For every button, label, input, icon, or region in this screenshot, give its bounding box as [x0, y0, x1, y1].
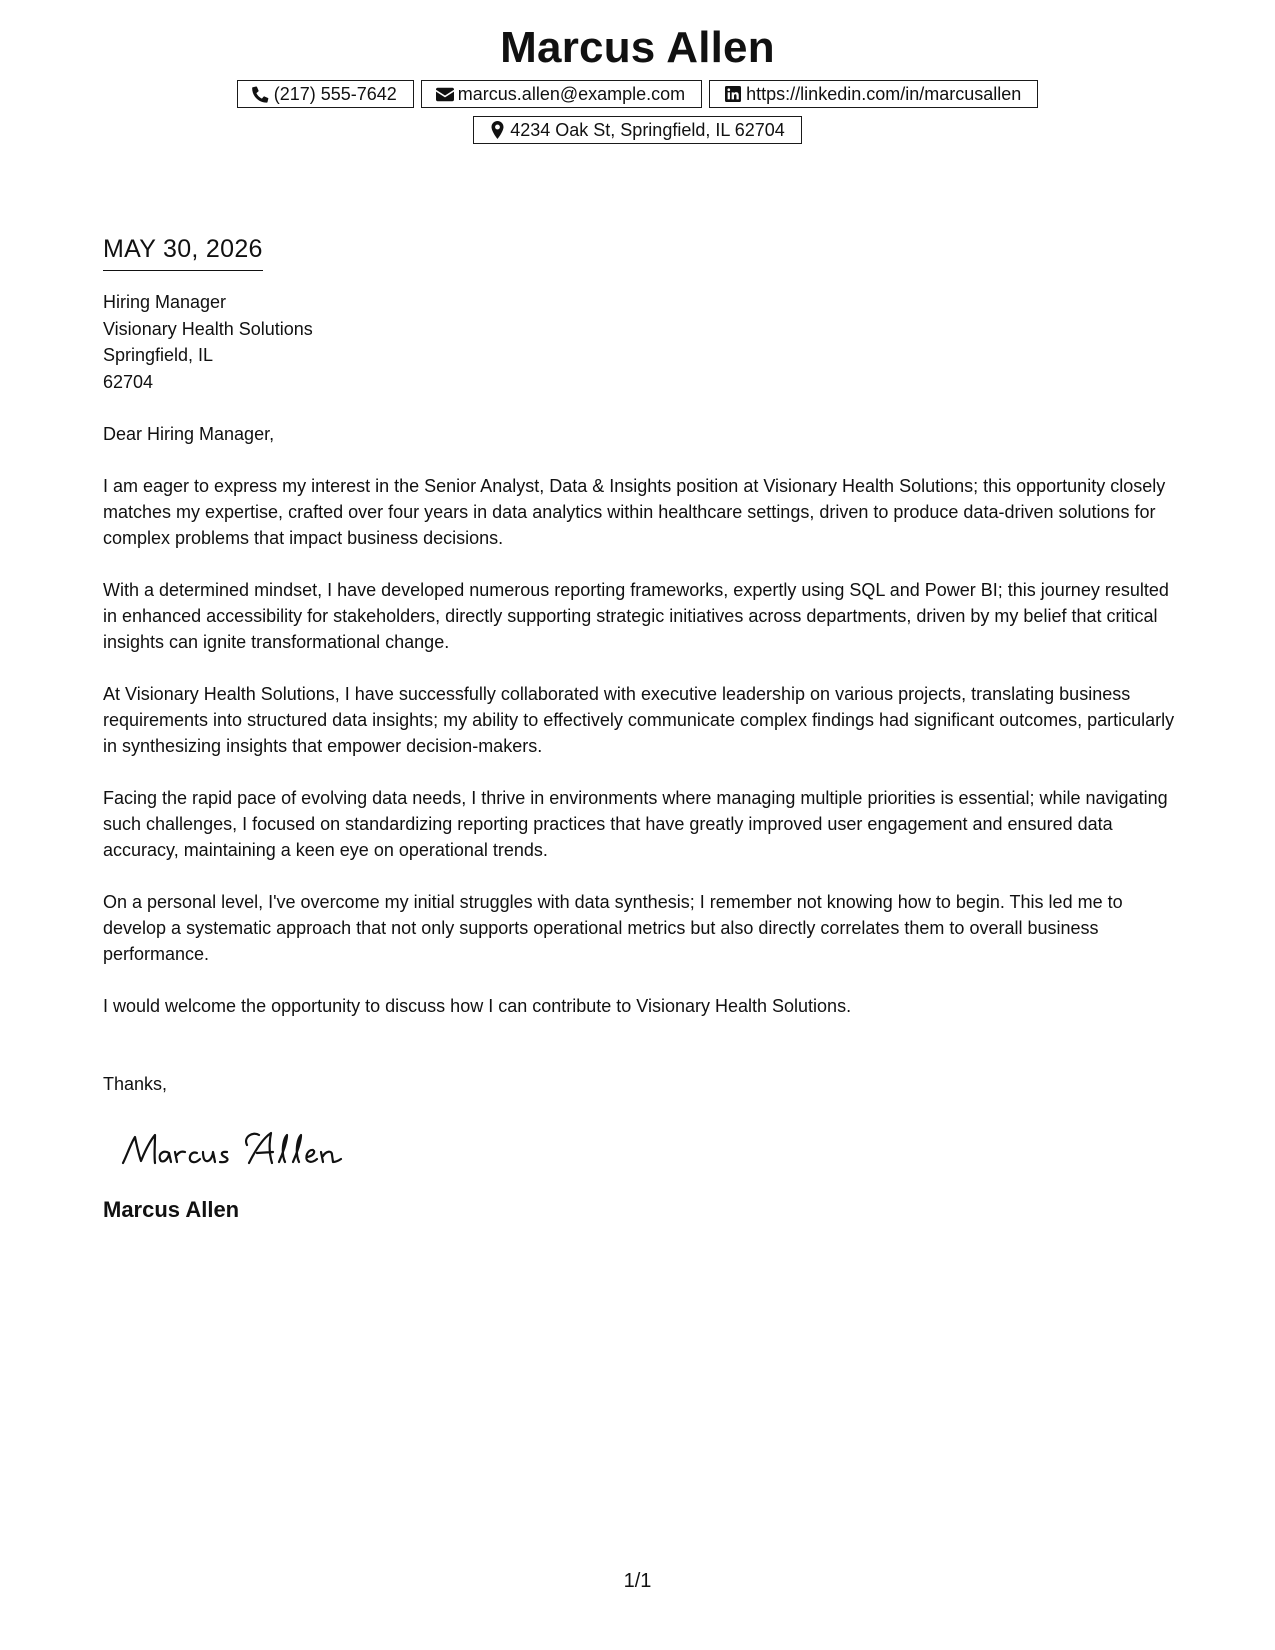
- signed-name: Marcus Allen: [103, 1197, 240, 1222]
- contact-row-primary: [0, 80, 1275, 108]
- address-link[interactable]: [473, 116, 802, 144]
- map-marker-icon: [488, 121, 506, 139]
- handwritten-signature: [117, 1125, 1178, 1175]
- phone-icon: [252, 85, 270, 103]
- paragraph: Facing the rapid pace of evolving data needs, I thrive in environments where managing multiple priorities is essential; while navigating such challenges, I focused on standardizing reporting practices that have greatly improved user engagement and ensured data accuracy, maintaining a keen eye on operational trends.: [103, 788, 1168, 860]
- contact-row-secondary: [0, 116, 1275, 144]
- recipient-city: Springfield, IL: [103, 345, 214, 365]
- phone-text: (217) 555-7642: [273, 83, 397, 104]
- phone-link[interactable]: [237, 80, 414, 108]
- signature-image: [117, 1125, 357, 1175]
- salutation: Dear Hiring Manager,: [103, 424, 275, 444]
- paragraph: I would welcome the opportunity to discuss how I can contribute to Visionary Health Solutions.: [103, 996, 852, 1016]
- recipient-title: Hiring Manager: [103, 292, 227, 312]
- recipient-zip: 62704: [103, 371, 154, 392]
- linkedin-link[interactable]: [709, 80, 1038, 108]
- address-text: 4234 Oak St, Springfield, IL 62704: [510, 119, 785, 140]
- recipient-company: Visionary Health Solutions: [103, 318, 313, 339]
- paragraph: On a personal level, I've overcome my initial struggles with data synthesis; I remember not knowing how to begin. This led me to develop a systematic approach that not only supports operational metrics but also directly correlates them to overall business performance.: [103, 892, 1123, 964]
- paragraph: With a determined mindset, I have developed numerous reporting frameworks, expertly using SQL and Power BI; this journey resulted in enhanced accessibility for stakeholders, directly supporting strategic initiatives across departments, driven by my belief that critical insights can ignite transformational change.: [103, 580, 1169, 652]
- applicant-name: Marcus Allen: [500, 23, 775, 72]
- linkedin-text: https://linkedin.com/in/marcusallen: [746, 83, 1022, 104]
- letter-date: MAY 30, 2026: [103, 232, 263, 271]
- envelope-icon: [436, 85, 454, 103]
- letter-body: [103, 232, 1178, 1225]
- email-link[interactable]: [421, 80, 702, 108]
- recipient-block: [103, 289, 1178, 395]
- closing: Thanks,: [103, 1074, 168, 1094]
- page-number: 1/1: [623, 1570, 652, 1592]
- paragraph: At Visionary Health Solutions, I have successfully collaborated with executive leadership on various projects, translating business requirements into structured data insights; my ability to effectively communicate complex findings had significant outcomes, particularly in synthesizing insights that empower decision-makers.: [103, 684, 1175, 756]
- letter-header: [0, 20, 1275, 144]
- linkedin-icon: [724, 85, 742, 103]
- email-text: marcus.allen@example.com: [457, 83, 686, 104]
- paragraph: I am eager to express my interest in the Senior Analyst, Data & Insights position at Visionary Health Solutions; this opportunity closely matches my expertise, crafted over four years in data analytics within healthcare settings, driven to produce data-driven solutions for complex problems that impact business decisions.: [103, 476, 1166, 548]
